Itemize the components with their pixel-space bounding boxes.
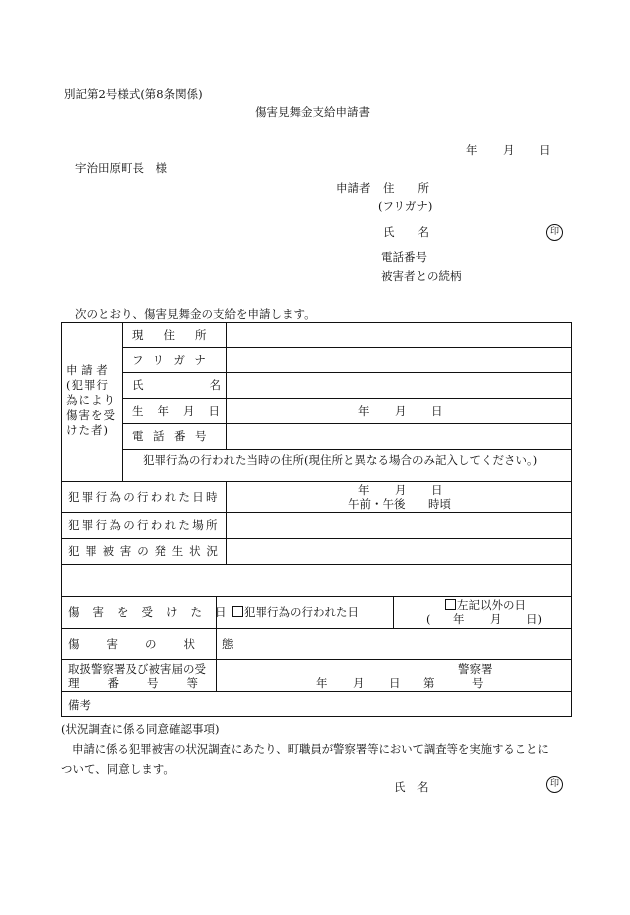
crime-month: 月 (395, 483, 407, 497)
police-go-label: 号 (472, 676, 484, 690)
consent-name-label: 氏 名 (394, 780, 429, 794)
applicant-phone-label: 電話番号 (381, 250, 427, 264)
date-year-label: 年 (466, 143, 478, 157)
am-pm-label: 午前・午後 (348, 497, 406, 511)
applicant-name-label: 氏 名 (383, 225, 429, 239)
addressee: 宇治田原町長 様 (75, 161, 167, 175)
crime-place-label: 犯罪行為の行われた場所 (68, 518, 220, 532)
police-month: 月 (353, 676, 365, 690)
option-crime-day[interactable]: 犯罪行為の行われた日 (232, 605, 359, 619)
police-year: 年 (316, 676, 328, 690)
furigana-label: フリガナ (132, 353, 216, 367)
birth-day: 日 (431, 404, 443, 418)
crime-time-address-note: 犯罪行為の行われた当時の住所(現住所と異なる場合のみ記入してください。) (143, 453, 538, 467)
other-year: 年 (453, 612, 465, 626)
applicant-address-label: 住 所 (383, 181, 429, 195)
crime-datetime-label: 犯罪行為の行われた日時 (68, 490, 220, 504)
police-label-line1: 取扱警察署及び被害届の受 (68, 662, 206, 676)
checkbox-crime-day[interactable] (232, 606, 243, 617)
form-title: 傷害見舞金支給申請書 (255, 105, 370, 119)
injury-date-label: 傷害を受けた日 (68, 605, 240, 619)
date-day-label: 日 (539, 143, 551, 157)
police-station-label: 警察署 (458, 662, 493, 676)
consent-line2: ついて、同意します。 (61, 762, 175, 776)
seal-icon: 印 (546, 224, 563, 241)
other-month: 月 (490, 612, 502, 626)
police-label-line2: 理番号等 (68, 676, 226, 690)
police-no-label: 第 (423, 676, 435, 690)
application-table (61, 322, 572, 717)
police-day: 日 (389, 676, 401, 690)
birthdate-label: 生年月日 (132, 404, 234, 418)
birth-month: 月 (395, 404, 407, 418)
remarks-label: 備考 (68, 698, 91, 712)
birth-year: 年 (358, 404, 370, 418)
hour-label: 時頃 (428, 497, 451, 511)
applicant-label: 申請者 (336, 181, 371, 195)
date-month-label: 月 (503, 143, 515, 157)
consent-heading: (状況調査に係る同意確認事項) (61, 722, 220, 736)
intro-text: 次のとおり、傷害見舞金の支給を申請します。 (75, 307, 316, 321)
consent-seal-icon: 印 (546, 776, 563, 793)
damage-status-label: 犯罪被害の発生状況 (68, 544, 224, 558)
checkbox-other-day[interactable] (445, 599, 456, 610)
name-label: 氏名 (132, 378, 287, 392)
consent-line1: 申請に係る犯罪被害の状況調査にあたり、町職員が警察署等において調査等を実施することに (72, 742, 549, 756)
crime-day: 日 (431, 483, 443, 497)
form-reference: 別記第2号様式(第8条関係) (64, 87, 203, 101)
applicant-furigana-label: (フリガナ) (378, 199, 433, 213)
option-other-day[interactable]: 左記以外の日 (445, 598, 526, 612)
current-address-label: 現住所 (132, 328, 227, 342)
applicant-group-label: 申 請 者 (犯罪行 為により 傷害を受 けた者) (66, 363, 116, 437)
injury-state-label: 傷害の状態 (68, 637, 261, 651)
phone-label: 電話番号 (132, 429, 216, 443)
other-day: 日) (526, 612, 542, 626)
crime-year: 年 (358, 483, 370, 497)
applicant-relation-label: 被害者との続柄 (381, 269, 462, 283)
other-paren-open: ( (426, 612, 431, 626)
